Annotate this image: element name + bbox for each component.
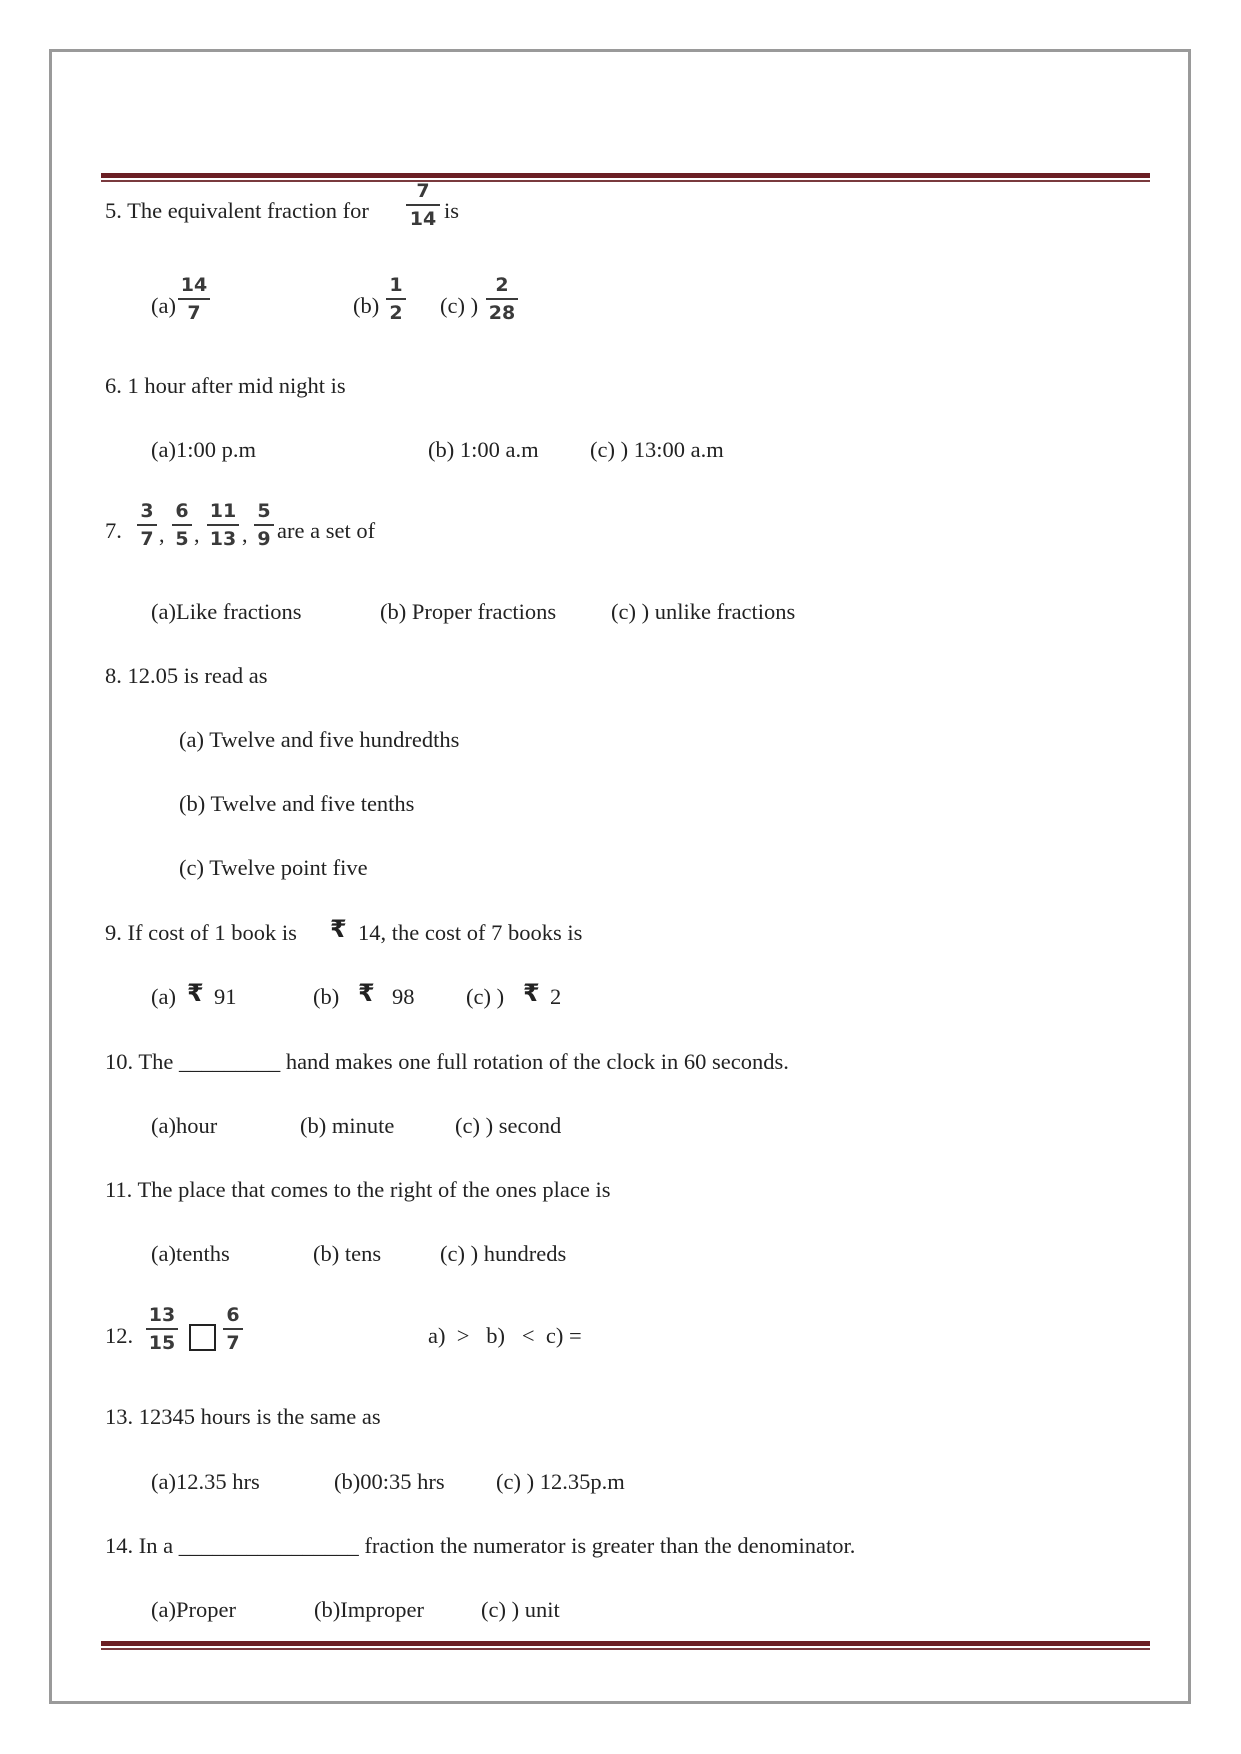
q7-suffix: are a set of (277, 518, 376, 543)
rupee-icon: ₹ (330, 915, 347, 943)
q9-option-a-label: (a) (151, 984, 176, 1009)
q5-option-a-label: (a) (151, 293, 176, 318)
q14-option-c: (c) ) unit (481, 1597, 560, 1622)
q7-option-a: (a)Like fractions (151, 599, 302, 624)
bottom-rule (101, 1641, 1150, 1650)
q10-question: 10. The _________ hand makes one full rotation of the clock in 60 seconds. (105, 1049, 789, 1074)
q5-option-c-fraction: 2 28 (486, 274, 518, 324)
q7-number: 7. (105, 518, 122, 543)
q8-option-c: (c) Twelve point five (179, 855, 368, 880)
q7-comma-1: , (159, 522, 165, 547)
q8-option-b: (b) Twelve and five tenths (179, 791, 415, 816)
q8-option-a: (a) Twelve and five hundredths (179, 727, 460, 752)
q7-comma-2: , (194, 522, 200, 547)
q7-option-b: (b) Proper fractions (380, 599, 557, 624)
q11-option-a: (a)tenths (151, 1241, 230, 1266)
comparison-box[interactable] (189, 1324, 216, 1351)
q6-option-b: (b) 1:00 a.m (428, 437, 539, 462)
q5-option-b-label: (b) (353, 293, 380, 318)
q11-option-c: (c) ) hundreds (440, 1241, 567, 1266)
q12-left-fraction: 13 15 (146, 1304, 178, 1354)
q7-fraction-2: 6 5 (172, 500, 192, 550)
q9-option-c-label: (c) ) (466, 984, 505, 1009)
q5-option-b-fraction: 1 2 (386, 274, 406, 324)
q5-option-a-fraction: 14 7 (178, 274, 210, 324)
q5-fraction: 7 14 (406, 180, 440, 230)
q13-option-b: (b)00:35 hrs (334, 1469, 445, 1494)
q12-right-fraction: 6 7 (223, 1304, 243, 1354)
q13-option-a: (a)12.35 hrs (151, 1469, 260, 1494)
q10-option-a: (a)hour (151, 1113, 218, 1138)
q14-option-a: (a)Proper (151, 1597, 236, 1622)
q9-option-c-value: 2 (550, 984, 562, 1009)
q7-comma-3: , (242, 522, 248, 547)
top-rule (101, 173, 1150, 182)
q9-prefix: 9. If cost of 1 book is (105, 920, 297, 945)
q5-option-c-label: (c) ) (440, 293, 479, 318)
q9-option-a-value: 91 (214, 984, 237, 1009)
q10-option-b: (b) minute (300, 1113, 395, 1138)
q14-option-b: (b)Improper (314, 1597, 424, 1622)
q5-suffix: is (444, 198, 460, 223)
rupee-icon: ₹ (523, 979, 540, 1007)
rupee-icon: ₹ (187, 979, 204, 1007)
q6-option-c: (c) ) 13:00 a.m (590, 437, 724, 462)
q12-choices: a) > b) < c) = (428, 1323, 582, 1348)
q10-option-c: (c) ) second (455, 1113, 562, 1138)
q7-fraction-1: 3 7 (137, 500, 157, 550)
q7-fraction-4: 5 9 (254, 500, 274, 550)
q7-fraction-3: 11 13 (207, 500, 239, 550)
q6-option-a: (a)1:00 p.m (151, 437, 256, 462)
q13-question: 13. 12345 hours is the same as (105, 1404, 381, 1429)
q13-option-c: (c) ) 12.35p.m (496, 1469, 625, 1494)
q9-suffix: 14, the cost of 7 books is (358, 920, 583, 945)
q5-prefix: 5. The equivalent fraction for (105, 198, 369, 223)
q8-question: 8. 12.05 is read as (105, 663, 268, 688)
q14-question: 14. In a ________________ fraction the numerator is greater than the denominator. (105, 1533, 856, 1558)
rupee-icon: ₹ (358, 979, 375, 1007)
q9-option-b-value: 98 (392, 984, 415, 1009)
q11-question: 11. The place that comes to the right of the ones place is (105, 1177, 611, 1202)
q7-option-c: (c) ) unlike fractions (611, 599, 796, 624)
q9-option-b-label: (b) (313, 984, 340, 1009)
q11-option-b: (b) tens (313, 1241, 382, 1266)
q6-question: 6. 1 hour after mid night is (105, 373, 346, 398)
q12-number: 12. (105, 1323, 134, 1348)
